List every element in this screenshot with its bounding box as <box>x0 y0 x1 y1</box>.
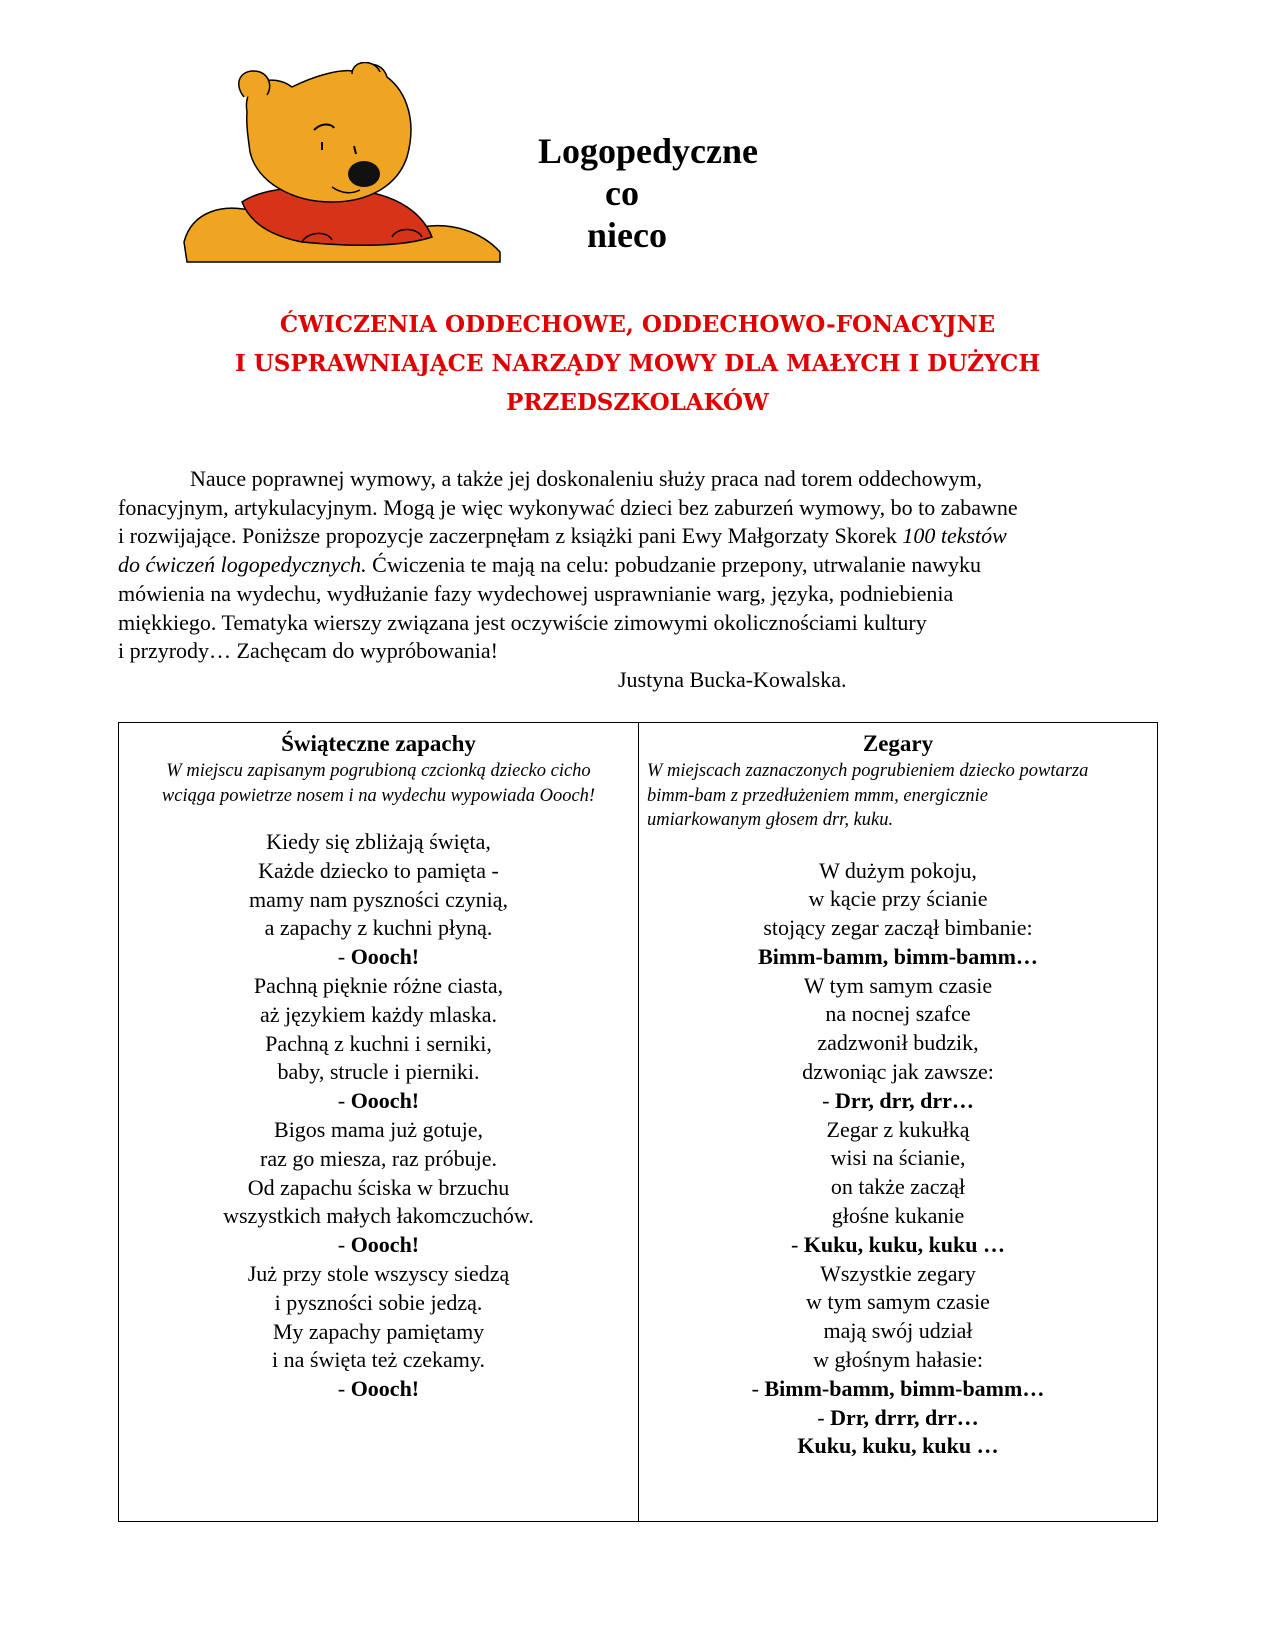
title-line: I USPRAWNIAJĄCE NARZĄDY MOWY DLA MAŁYCH I DUŻYCH <box>234 350 1041 377</box>
poem-line-text: Już przy stole wszyscy siedzą <box>247 1260 510 1286</box>
poem-line-text: zadzwonił budzik, <box>817 1030 979 1056</box>
title-line: PRZEDSZKOLAKÓW <box>506 389 769 416</box>
poem-line-text: wszystkich małych łakomczuchów. <box>223 1203 534 1229</box>
brand-title <box>520 130 780 256</box>
page-title <box>115 305 1160 422</box>
poem-line <box>639 1058 1157 1087</box>
poem-line-text: Zegar z kukułką <box>826 1116 970 1142</box>
poem-line <box>119 1116 638 1145</box>
poem-title: Zegary <box>862 731 934 756</box>
intro-text: Ćwiczenia te mają na celu: pobudzanie przepony, utrwalanie nawyku <box>366 552 981 578</box>
poem-refrain: Bimm-bamm, bimm-bamm… <box>764 1375 1045 1401</box>
poem-line <box>119 914 638 943</box>
instruction-line: W miejscach zaznaczonych pogrubieniem dziecko powtarza <box>647 761 1089 781</box>
poem-line: - Oooch! <box>337 1376 420 1402</box>
poem-refrain: Oooch! <box>350 1376 420 1402</box>
poem-line <box>639 1288 1157 1317</box>
instruction-line: W miejscu zapisanym pogrubioną czcionką dziecko cicho <box>166 761 591 781</box>
poem-line-text: mają swój udział <box>823 1318 973 1344</box>
poem-line-text: aż językiem każdy mlaska. <box>259 1001 497 1027</box>
poem-line <box>119 1346 638 1375</box>
intro-text: i rozwijające. Poniższe propozycje zaczerpnęłam z książki pani Ewy Małgorzaty Skorek <box>118 523 903 549</box>
poem-line <box>119 1145 638 1174</box>
book-title: do ćwiczeń logopedycznych. <box>118 552 367 578</box>
brand-line: Logopedyczne <box>538 131 758 171</box>
poem-line <box>119 1058 638 1087</box>
poem-line-text: w kącie przy ścianie <box>808 886 988 912</box>
poem-line <box>119 1174 638 1203</box>
poem-line <box>119 1001 638 1030</box>
poem-line <box>639 943 1157 972</box>
poem-line-text: Wszystkie zegary <box>820 1260 976 1286</box>
intro-line <box>118 551 1178 580</box>
poem-refrain: Drr, drrr, drr… <box>830 1404 979 1430</box>
poem-line-text: wisi na ścianie, <box>830 1145 966 1171</box>
poem-line <box>639 1432 1157 1461</box>
brand-line: nieco <box>587 215 667 255</box>
poem-refrain: Oooch! <box>350 1088 420 1114</box>
poem-refrain: Kuku, kuku, kuku … <box>803 1231 1006 1257</box>
poem-line <box>119 1030 638 1059</box>
poem-line-text: a zapachy z kuchni płyną. <box>264 915 493 941</box>
poem-line: - Oooch! <box>337 1232 420 1258</box>
poem-instructions <box>119 759 638 808</box>
poem-line-text: Każde dziecko to pamięta - <box>258 857 499 883</box>
poem-line-text: Kiedy się zbliżają święta, <box>266 829 491 854</box>
intro-line: i przyrody… Zachęcam do wypróbowania! <box>118 638 498 664</box>
poem-line <box>639 857 1157 886</box>
author-signature: Justyna Bucka-Kowalska. <box>618 666 847 692</box>
poem-refrain: Kuku, kuku, kuku … <box>797 1433 999 1459</box>
poem-line-text: Pachną pięknie różne ciasta, <box>253 972 504 998</box>
poem-line <box>119 972 638 1001</box>
poem-line: - Bimm-bamm, bimm-bamm… <box>751 1375 1045 1401</box>
poem-line-text: Od zapachu ściska w brzuchu <box>247 1174 510 1200</box>
poem-line <box>639 1000 1157 1029</box>
poem-line <box>639 1346 1157 1375</box>
poem-line <box>639 914 1157 943</box>
poem-line-text: na nocnej szafce <box>825 1001 971 1027</box>
poem-column <box>119 723 638 1404</box>
poem-line <box>639 885 1157 914</box>
poem-refrain: Drr, drr, drr… <box>834 1087 974 1113</box>
intro-line <box>118 522 1178 551</box>
poem-line-text: Pachną z kuchni i serniki, <box>265 1030 492 1056</box>
poem-line <box>639 1029 1157 1058</box>
poem-line-text: i pyszności sobie jedzą. <box>274 1289 483 1315</box>
poem-line <box>119 1202 638 1231</box>
title-line: ĆWICZENIA ODDECHOWE, ODDECHOWO-FONACYJNE <box>279 311 996 338</box>
poem-line-text: baby, strucle i pierniki. <box>277 1059 480 1085</box>
book-title: 100 tekstów <box>902 523 1007 549</box>
intro-line: fonacyjnym, artykulacyjnym. Mogą je więc wykonywać dzieci bez zaburzeń wymowy, bo to zabawne <box>118 494 1018 520</box>
poem-instructions <box>639 759 1157 833</box>
poem-line-text: i na święta też czekamy. <box>272 1347 485 1373</box>
instruction-line: wciąga powietrze nosem i na wydechu wypowiada Oooch! <box>161 785 596 806</box>
poem-line-text: W tym samym czasie <box>803 972 993 998</box>
poem-line <box>639 1260 1157 1289</box>
poem-line-text: Bigos mama już gotuje, <box>274 1116 483 1142</box>
brand-line: co <box>605 173 639 213</box>
poem-line-text: My zapachy pamiętamy <box>272 1318 485 1344</box>
poem-line <box>639 972 1157 1001</box>
intro-line: miękkiego. Tematyka wierszy związana jest oczywiście zimowymi okolicznościami kultury <box>118 609 927 635</box>
poem-line: - Kuku, kuku, kuku … <box>790 1231 1006 1257</box>
intro-paragraph <box>118 465 1178 695</box>
intro-line: Nauce poprawnej wymowy, a także jej doskonaleniu służy praca nad torem oddechowym, <box>190 466 983 491</box>
poem-line-text: raz go miesza, raz próbuje. <box>260 1145 497 1171</box>
instruction-line: umiarkowanym głosem drr, kuku. <box>647 810 894 830</box>
winnie-the-pooh-icon <box>182 62 502 267</box>
poem-line <box>639 1317 1157 1346</box>
poem-line <box>639 1144 1157 1173</box>
poems-table <box>118 722 1158 1522</box>
poem-line-text: dzwoniąc jak zawsze: <box>802 1059 994 1085</box>
poem-line <box>119 1318 638 1347</box>
poem-refrain: Bimm-bamm, bimm-bamm… <box>758 943 1038 969</box>
poem-verse <box>119 828 638 1404</box>
poem-line-text: mamy nam pyszności czynią, <box>248 886 509 912</box>
poem-refrain: Oooch! <box>350 1232 420 1258</box>
poem-line: - Drr, drrr, drr… <box>817 1404 979 1430</box>
instruction-line: bimm-bam z przedłużeniem mmm, energicznie <box>647 785 988 806</box>
poem-column <box>639 723 1157 1461</box>
poem-verse <box>639 857 1157 1462</box>
poem-line <box>119 857 638 886</box>
poem-line-text: w głośnym hałasie: <box>813 1347 983 1373</box>
poem-line-text: głośne kukanie <box>831 1203 965 1229</box>
poem-refrain: Oooch! <box>350 944 420 970</box>
poem-line <box>119 828 638 857</box>
poem-line <box>119 886 638 915</box>
poem-line <box>639 1116 1157 1145</box>
poem-line-text: w tym samym czasie <box>806 1289 990 1315</box>
poem-title: Świąteczne zapachy <box>281 731 476 756</box>
intro-line: mówienia na wydechu, wydłużanie fazy wydechowej usprawnianie warg, języka, podniebienia <box>118 580 954 606</box>
poem-line <box>639 1173 1157 1202</box>
poem-line-text: stojący zegar zaczął bimbanie: <box>763 915 1033 941</box>
poem-line <box>119 1260 638 1289</box>
poem-line: - Oooch! <box>337 1088 420 1114</box>
poem-line-text: W dużym pokoju, <box>819 857 977 883</box>
poem-line: - Drr, drr, drr… <box>822 1087 974 1113</box>
poem-line <box>639 1202 1157 1231</box>
poem-line-text: on także zaczął <box>830 1174 966 1200</box>
poem-line: - Oooch! <box>337 944 420 970</box>
poem-line <box>119 1289 638 1318</box>
